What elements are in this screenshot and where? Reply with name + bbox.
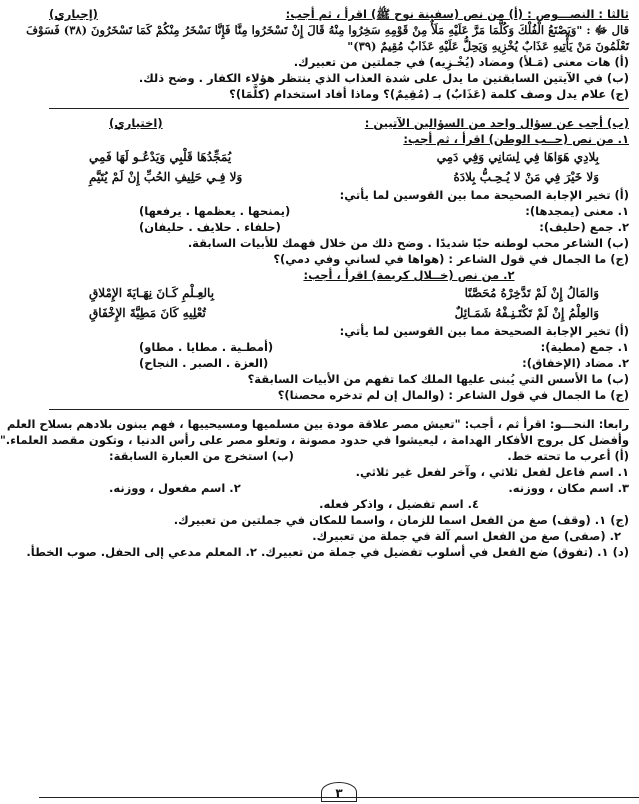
quran-verse-line-2: تَعْلَمُونَ مَنْ يَأْتِيهِ عَذَابٌ يُخْزِيهِ وَيَحِلُّ عَلَيْهِ عَذَابٌ مُقِيمٌ (٣٩)": [347, 39, 629, 53]
poem1-question-c: (ج) ما الجمال في قول الشاعر : (هواها في لساني وفي دمي)؟: [273, 252, 629, 266]
poem1-verse-1-second-half: يُمَجِّدُهَا قَلْبِي وَيَدْعُـو لَهَا فَمِي: [89, 150, 232, 164]
poem1-verse-2-first-half: وَلا خَيْرَ فِي مَنْ لا يُـحِـبُّ بِلادَهُ: [453, 170, 599, 184]
part3-heading: ثالثا : النصـــوص : (أ) من نص (سفينة نوح ﷺ) اقرأ ، ثم أجب:: [285, 7, 629, 21]
section-divider: [49, 108, 629, 109]
poem1-heading: ١. من نص (حــب الوطن) اقرأ ، ثم أجب:: [403, 132, 629, 146]
poem1-qa-item-1-options: (يمنحها . يعظمها . يرفعها): [139, 204, 291, 218]
grammar-b-items-2-3: [49, 480, 629, 496]
poem1-qa-item-2-label: ٢. جمع (حليف):: [539, 220, 629, 234]
partb-heading-row: [49, 115, 629, 131]
poem1-qa-item-2: [49, 219, 629, 235]
poem2-question-b: (ب) ما الأسس التي يُبنى عليها الملك كما تفهم من الأبيات السابقة؟: [247, 372, 629, 386]
grammar-passage-line-2: وأفضل كل بروج الأفكار الهدامة ، ليعيشوا في حدود مصونة ، وتعلو مصر على رأس الدنيا ، وتكون مقصد العلماء.": [0, 433, 629, 447]
poem2-qa-item-1-label: ١. جمع (مطية):: [540, 340, 629, 354]
grammar-question-a: (أ) أعرب ما تحته خط.: [507, 449, 629, 463]
grammar-question-c-2: ٢. (صفى) صغ من الفعل اسم آلة في جملة من تعبيرك.: [312, 529, 621, 543]
poem2-heading: ٢. من نص (خــلال كريمة) اقرأ ، أجب:: [303, 268, 515, 282]
poem1-question-a: (أ) تخير الإجابة الصحيحة مما بين القوسين لما يأتي:: [339, 188, 629, 202]
poem2-verse-2-first-half: وَالعِلْمُ إِنْ لَمْ تَكْتَـنِـفْهُ شَمَـائِلٌ: [454, 306, 599, 320]
poem2-verse-1: [49, 283, 629, 303]
part3-tag: (إجباري): [49, 7, 98, 21]
part3-question-c: (ج) علام يدل وصف كلمة (عَذَابٌ) بـ (مُقِيمٌ)؟ وماذا أفاد استخدام (كلَّمَا)؟: [229, 87, 629, 101]
part3-question-b: (ب) في الآيتين السابقتين ما يدل على شدة العذاب الذي ينتظر هؤلاء الكفار . وضح ذلك.: [138, 71, 629, 85]
partb-tag: (اختياري): [109, 116, 163, 130]
poem2-verse-2: [49, 303, 629, 323]
grammar-b-item-1: ١. اسم فاعل لفعل ثلاثي ، وآخر لفعل غير ثلاثي.: [355, 465, 629, 479]
poem1-verse-2: [49, 167, 629, 187]
poem2-qa-item-2-options: (العزة . الصبر . النجاح): [139, 356, 269, 370]
poem1-verse-2-second-half: وَلا فِـي حَلِيفِ الحُبِّ إِنْ لَمْ يُتَيَّمِ: [89, 170, 243, 184]
poem1-verse-1-first-half: بِلادِي هَوَاهَا فِي لِسَانِي وَفِي دَمِي: [436, 150, 599, 164]
grammar-questions-ab: [49, 448, 629, 464]
poem2-question-a: (أ) تخير الإجابة الصحيحة مما بين القوسين لما يأتي:: [339, 324, 629, 338]
part3-heading-row: [49, 6, 629, 22]
part3-question-a: (أ) هات معنى (مَـلأ) ومضاد (يُخْـزِيه) في جملتين من تعبيرك.: [293, 55, 629, 69]
poem2-verse-1-first-half: وَالمَالُ إِنْ لَمْ تَدَّخِرْهُ مُحَصَّنًا: [464, 286, 599, 300]
grammar-question-c-1: (ج) ١. (وقف) صغ من الفعل اسما للزمان ، واسما للمكان في جملتين من تعبيرك.: [173, 513, 629, 527]
grammar-question-d: (د) ١. (تفوق) ضع الفعل في أسلوب تفضيل في جملة من تعبيرك. ٢. المعلم مدعي إلى الحفل. صوب الخطأ.: [26, 545, 629, 559]
poem1-verse-1: [49, 147, 629, 167]
grammar-b-item-4: ٤. اسم تفضيل ، واذكر فعله.: [319, 497, 479, 511]
page-number: ٣: [321, 782, 357, 802]
quran-verse-line-1: قال ﷻ : "وَيَصْنَعُ الْفُلْكَ وَكُلَّمَا مَرَّ عَلَيْهِ مَلَأٌ مِنْ قَوْمِهِ سَخِرُوا مِنْهُ قَالَ إِنْ تَسْخَرُوا مِنَّا فَإِنَّا نَسْخَرُ مِنْكُمْ كَمَا تَسْخَرُونَ (٣٨) فَسَوْفَ: [26, 23, 629, 37]
poem2-qa-item-2: [49, 355, 629, 371]
poem1-qa-item-1-label: ١. معنى (يمجدها):: [525, 204, 629, 218]
section-divider: [49, 409, 629, 410]
grammar-b-item-2: ٢. اسم مفعول ، ووزنه.: [109, 481, 241, 495]
poem1-qa-item-2-options: (حلفاء . حلايف . حليفان): [139, 220, 281, 234]
poem2-verse-2-second-half: تُعْلِيهِ كَانَ مَطِيَّةَ الإِخْفَاقِ: [89, 306, 206, 320]
poem1-question-b: (ب) الشاعر محب لوطنه حبًا شديدًا . وضح ذلك من خلال فهمك للأبيات السابقة.: [187, 236, 629, 250]
poem2-qa-item-1-options: (أمطـية . مطايا . مطاو): [139, 340, 274, 354]
poem2-qa-item-2-label: ٢. مضاد (الإخفاق):: [522, 356, 629, 370]
poem1-qa-item-1: [49, 203, 629, 219]
poem2-question-c: (ج) ما الجمال في قول الشاعر : (والمال إن لم تدخره محصنا)؟: [277, 388, 629, 402]
grammar-passage-line-1: رابعا: النحـــو: اقرأ ثم ، أجب: "تعيش مصر علاقة مودة بين مسلميها ومسيحييها ، فهم يبنون بلادهم بسلاح العلم: [6, 417, 629, 431]
grammar-question-b: (ب) استخرج من العبارة السابقة:: [109, 449, 294, 463]
poem2-verse-1-second-half: بِالعِـلْمِ كَـانَ نِهَـايَةَ الإِمْلاقِ: [89, 286, 215, 300]
grammar-b-item-3: ٣. اسم مكان ، ووزنه.: [508, 481, 629, 495]
partb-heading: (ب) أجب عن سؤال واحد من السؤالين الآتيين :: [364, 116, 629, 130]
poem2-qa-item-1: [49, 339, 629, 355]
